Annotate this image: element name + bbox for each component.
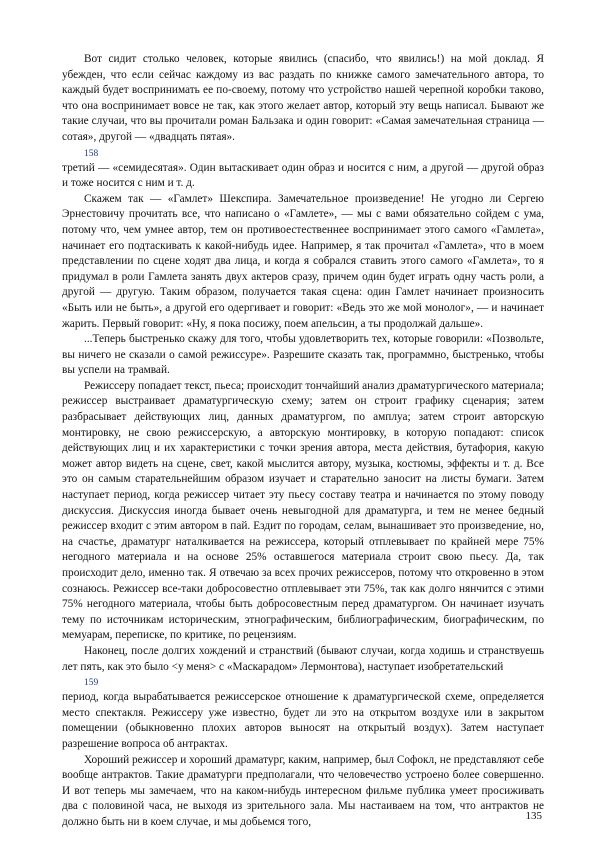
paragraph-6: Наконец, после долгих хождений и странствий (бывают случаи, когда ходишь и странствуешь лет пять, как это было <у меня> с «Маскарадом» Лермонтова), наступает изобретательский	[62, 644, 544, 673]
page-number: 135	[525, 810, 542, 822]
paragraph-3: Скажем так — «Гамлет» Шекспира. Замечательное произведение! Не угодно ли Сергею Эрнестовичу прочитать все, что написано о «Гамлете», — мы с вами обязательно сойдем с ума, потому что, чем умнее автор, тем он противоестественнее воспринимает этого самого «Гамлета», начинает его подтаскивать к какой-нибудь идее. Например, я так прочитал «Гамлета», что в моем представлении по сцене ходят два лица, и когда я собрался ставить этого самого «Гамлета», то я придумал в роли Гамлета занять двух актеров сразу, причем один будет играть одну часть роли, а другой — другую. Таким образом, получается такая сцена: один Гамлет начинает произносить «Быть или не быть», а другой его одергивает и говорит: «Ведь это же мой монолог», — и начинает жарить. Первый говорит: «Ну, я пока посижу, поем апельсин, а ты продолжай дальше».	[62, 192, 544, 330]
page-marker-158: 158	[84, 148, 99, 159]
paragraph-5: Режиссеру попадает текст, пьеса; происходит тончайший анализ драматургического материала; режиссер выстраивает драматургическую схему; затем он строит графику сценария; затем разбрасывает действующих лиц, данных драматургом, по амплуа; затем строит авторскую монтировку, не свою режиссерскую, а авторскую монтировку, в которую попадают: список действующих лиц и их характеристики с точки зрения автора, места действия, бутафория, какую может автор видеть на сцене, свет, какой мыслится автору, музыка, костюмы, эффекты и т. д. Все это он самым старательнейшим образом изучает и старательно заносит на листы бумаги. Затем наступает период, когда режиссер читает эту пьесу составу театра и начинается по этому поводу дискуссия. Дискуссия иногда бывает очень невыгодной для драматурга, и тем не менее бедный режиссер входит с этим автором в пай. Ездит по городам, селам, вынашивает это произведение, но, на счастье, драматург наталкивается на режиссера, который отплевывает по крайней мере 75% негодного материала и на основе 25% оставшегося материала строит свою пьесу. Да, так происходит дело, именно так. Я отвечаю за всех прочих режиссеров, потому что откровенно в этом сознаюсь. Режиссер все-таки добросовестно отплевывает эти 75%, так как долго нянчится с этими 75% негодного материала, чтобы быть добросовестным перед драматургом. Он начинает изучать тему по источникам историческим, этнографическим, библиографическим, биографическим, по мемуарам, переписке, по критике, по рецензиям.	[62, 379, 544, 642]
paragraph-2: третий — «семидесятая». Один вытаскивает один образ и носится с ним, а другой — другой образ и тоже носится с ним и т. д.	[62, 161, 544, 190]
paragraph-4: ...Теперь быстренько скажу для того, чтобы удовлетворить тех, которые говорили: «Позвольте, вы ничего не сказали о самой режиссуре». Разрешите сказать так, программно, быстренько, чтобы вы успели на трамвай.	[62, 333, 544, 377]
paragraph-8: Хороший режиссер и хороший драматург, каким, например, был Софокл, не представляют себе вообще антрактов. Такие драматурги предполагали, что человечество устроено более совершенно. И вот теперь мы замечаем, что на каком-нибудь интересном фильме публика умеет просиживать два с половиной часа, не выходя из зрительного зала. Мы настаиваем на том, что антрактов не должно быть ни в коем случае, и мы добьемся того,	[62, 753, 544, 828]
page-marker-159: 159	[84, 678, 99, 689]
paragraph-7: период, когда вырабатывается режиссерское отношение к драматургической схеме, определяется место спектакля. Режиссеру уже известно, будет ли это на открытом воздухе или в закрытом помещении (обыкновенно плохих авторов выносят на открытый воздух). Затем наступает разрешение вопроса об антрактах.	[62, 691, 544, 750]
page-text	[62, 52, 544, 831]
paragraph-1: Вот сидит столько человек, которые явились (спасибо, что явились!) на мой доклад. Я убежден, что если сейчас каждому из вас раздать по книжке самого замечательного автора, то каждый будет воспринимать ее по-своему, потому что устройство нашей черепной коробки таково, что она воспринимает вовсе не так, как этого желает автор, который эту вещь написал. Бывают же такие случаи, что вы прочитали роман Бальзака и один говорит: «Самая замечательная страница — сотая», другой — «двадцать пятая».	[62, 53, 544, 143]
